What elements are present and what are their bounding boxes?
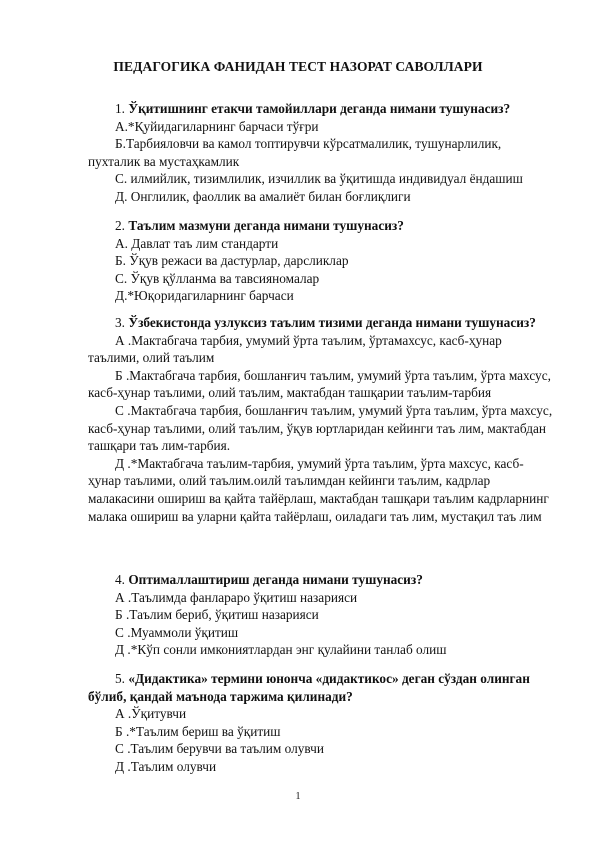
answer-5a: А .Ўқитувчи <box>115 706 187 722</box>
answer-1d: Д. Онглилик, фаоллик ва амалиёт билан боғлиқлиги <box>115 188 411 204</box>
question-4-text <box>88 571 554 589</box>
answer-5d: Д .Таълим олувчи <box>115 758 217 774</box>
question-number: 2. <box>115 218 125 233</box>
answer-4b: Б .Таълим бериб, ўқитиш назарияси <box>115 607 319 623</box>
answer-2d: Д.*Юқоридагиларнинг барчаси <box>115 288 294 304</box>
question-2 <box>88 217 554 305</box>
question-1-text <box>88 100 554 118</box>
answer-3d: Д .*Мактабгача таълим-тарбия, умумий ўрта таълим, ўрта махсус, касб-ҳунар таълими, олий таълим.оилй таълимдан кейинги таълим, кадрлар малакасини ошириш ва қайта тайёрлаш, мактабдан ташқари таълим кадрларнинг малака ошириш ва уларни қайта тайёрлаш, оиладаги таъ лим, мустақил таъ лим <box>88 455 549 524</box>
question-2-label: Таълим мазмуни деганда нимани тушунасиз? <box>128 218 404 233</box>
question-3 <box>88 314 554 525</box>
answer-1a: А.*Қуйидагиларнинг барчаси тўғри <box>115 118 319 134</box>
question-number: 1. <box>115 101 125 116</box>
question-3-text <box>88 314 554 332</box>
question-3-label: Ўзбекистонда узлуксиз таълим тизими деганда нимани тушунасиз? <box>128 315 536 330</box>
answer-1b: Б.Тарбияловчи ва камол топтирувчи кўрсатмалилик, тушунарлилик, пухталик ва мустаҳкамлик <box>88 136 502 169</box>
answer-3a: А .Мактабгача тарбия, умумий ўрта таълим, ўртамахсус, касб-ҳунар таълими, олий таълим <box>88 332 502 366</box>
question-number: 5. <box>115 671 125 686</box>
question-1 <box>88 100 554 206</box>
question-4-label: Оптималлаштириш деганда нимани тушунасиз? <box>128 572 423 587</box>
question-4 <box>88 571 554 659</box>
answer-4a: А .Таълимда фанлараро ўқитиш назарияси <box>115 589 358 605</box>
question-5-text <box>88 670 554 705</box>
question-5 <box>88 670 554 776</box>
answer-2c: С. Ўқув қўлланма ва тавсияномалар <box>115 270 320 286</box>
question-number: 4. <box>115 572 125 587</box>
answer-2b: Б. Ўқув режаси ва дастурлар, дарсликлар <box>115 253 349 269</box>
answer-4d: Д .*Кўп сонли имкониятлардан энг қулайини танлаб олиш <box>115 642 447 658</box>
question-2-text <box>88 217 554 235</box>
answer-4c: С .Муаммоли ўқитиш <box>115 624 239 640</box>
question-number: 3. <box>115 315 125 330</box>
answer-5c: С .Таълим берувчи ва таълим олувчи <box>115 741 324 757</box>
answer-5b: Б .*Таълим бериш ва ўқитиш <box>115 723 281 739</box>
answer-2a: А. Давлат таъ лим стандарти <box>115 235 279 251</box>
question-1-label: Ўқитишнинг етакчи тамойиллари деганда нимани тушунасиз? <box>128 101 511 116</box>
answer-3c: С .Мактабгача тарбия, бошланғич таълим, умумий ўрта таълим, ўрта махсус, касб-ҳунар таълими, олий таълим, ўқув юртларидан кейинги таъ лим, мактабдан ташқари таъ лим-тарбия. <box>88 402 553 454</box>
answer-3b: Б .Мактабгача тарбия, бошланғич таълим, умумий ўрта таълим, ўрта махсус, касб-ҳунар таълими, олий таълим, мактабдан ташқарии таълим-тарбия <box>88 367 551 401</box>
page-number: 1 <box>295 791 301 802</box>
answer-1c: С. илмийлик, тизимлилик, изчиллик ва ўқитишда индивидуал ёндашиш <box>115 171 523 187</box>
question-5-label: «Дидактика» термини юнонча «дидактикос» деган сўздан олинган бўлиб, қандай маънода таржима қилинади? <box>88 671 530 704</box>
page-title: ПЕДАГОГИКА ФАНИДАН ТЕСТ НАЗОРАТ САВОЛЛАРИ <box>113 59 483 74</box>
